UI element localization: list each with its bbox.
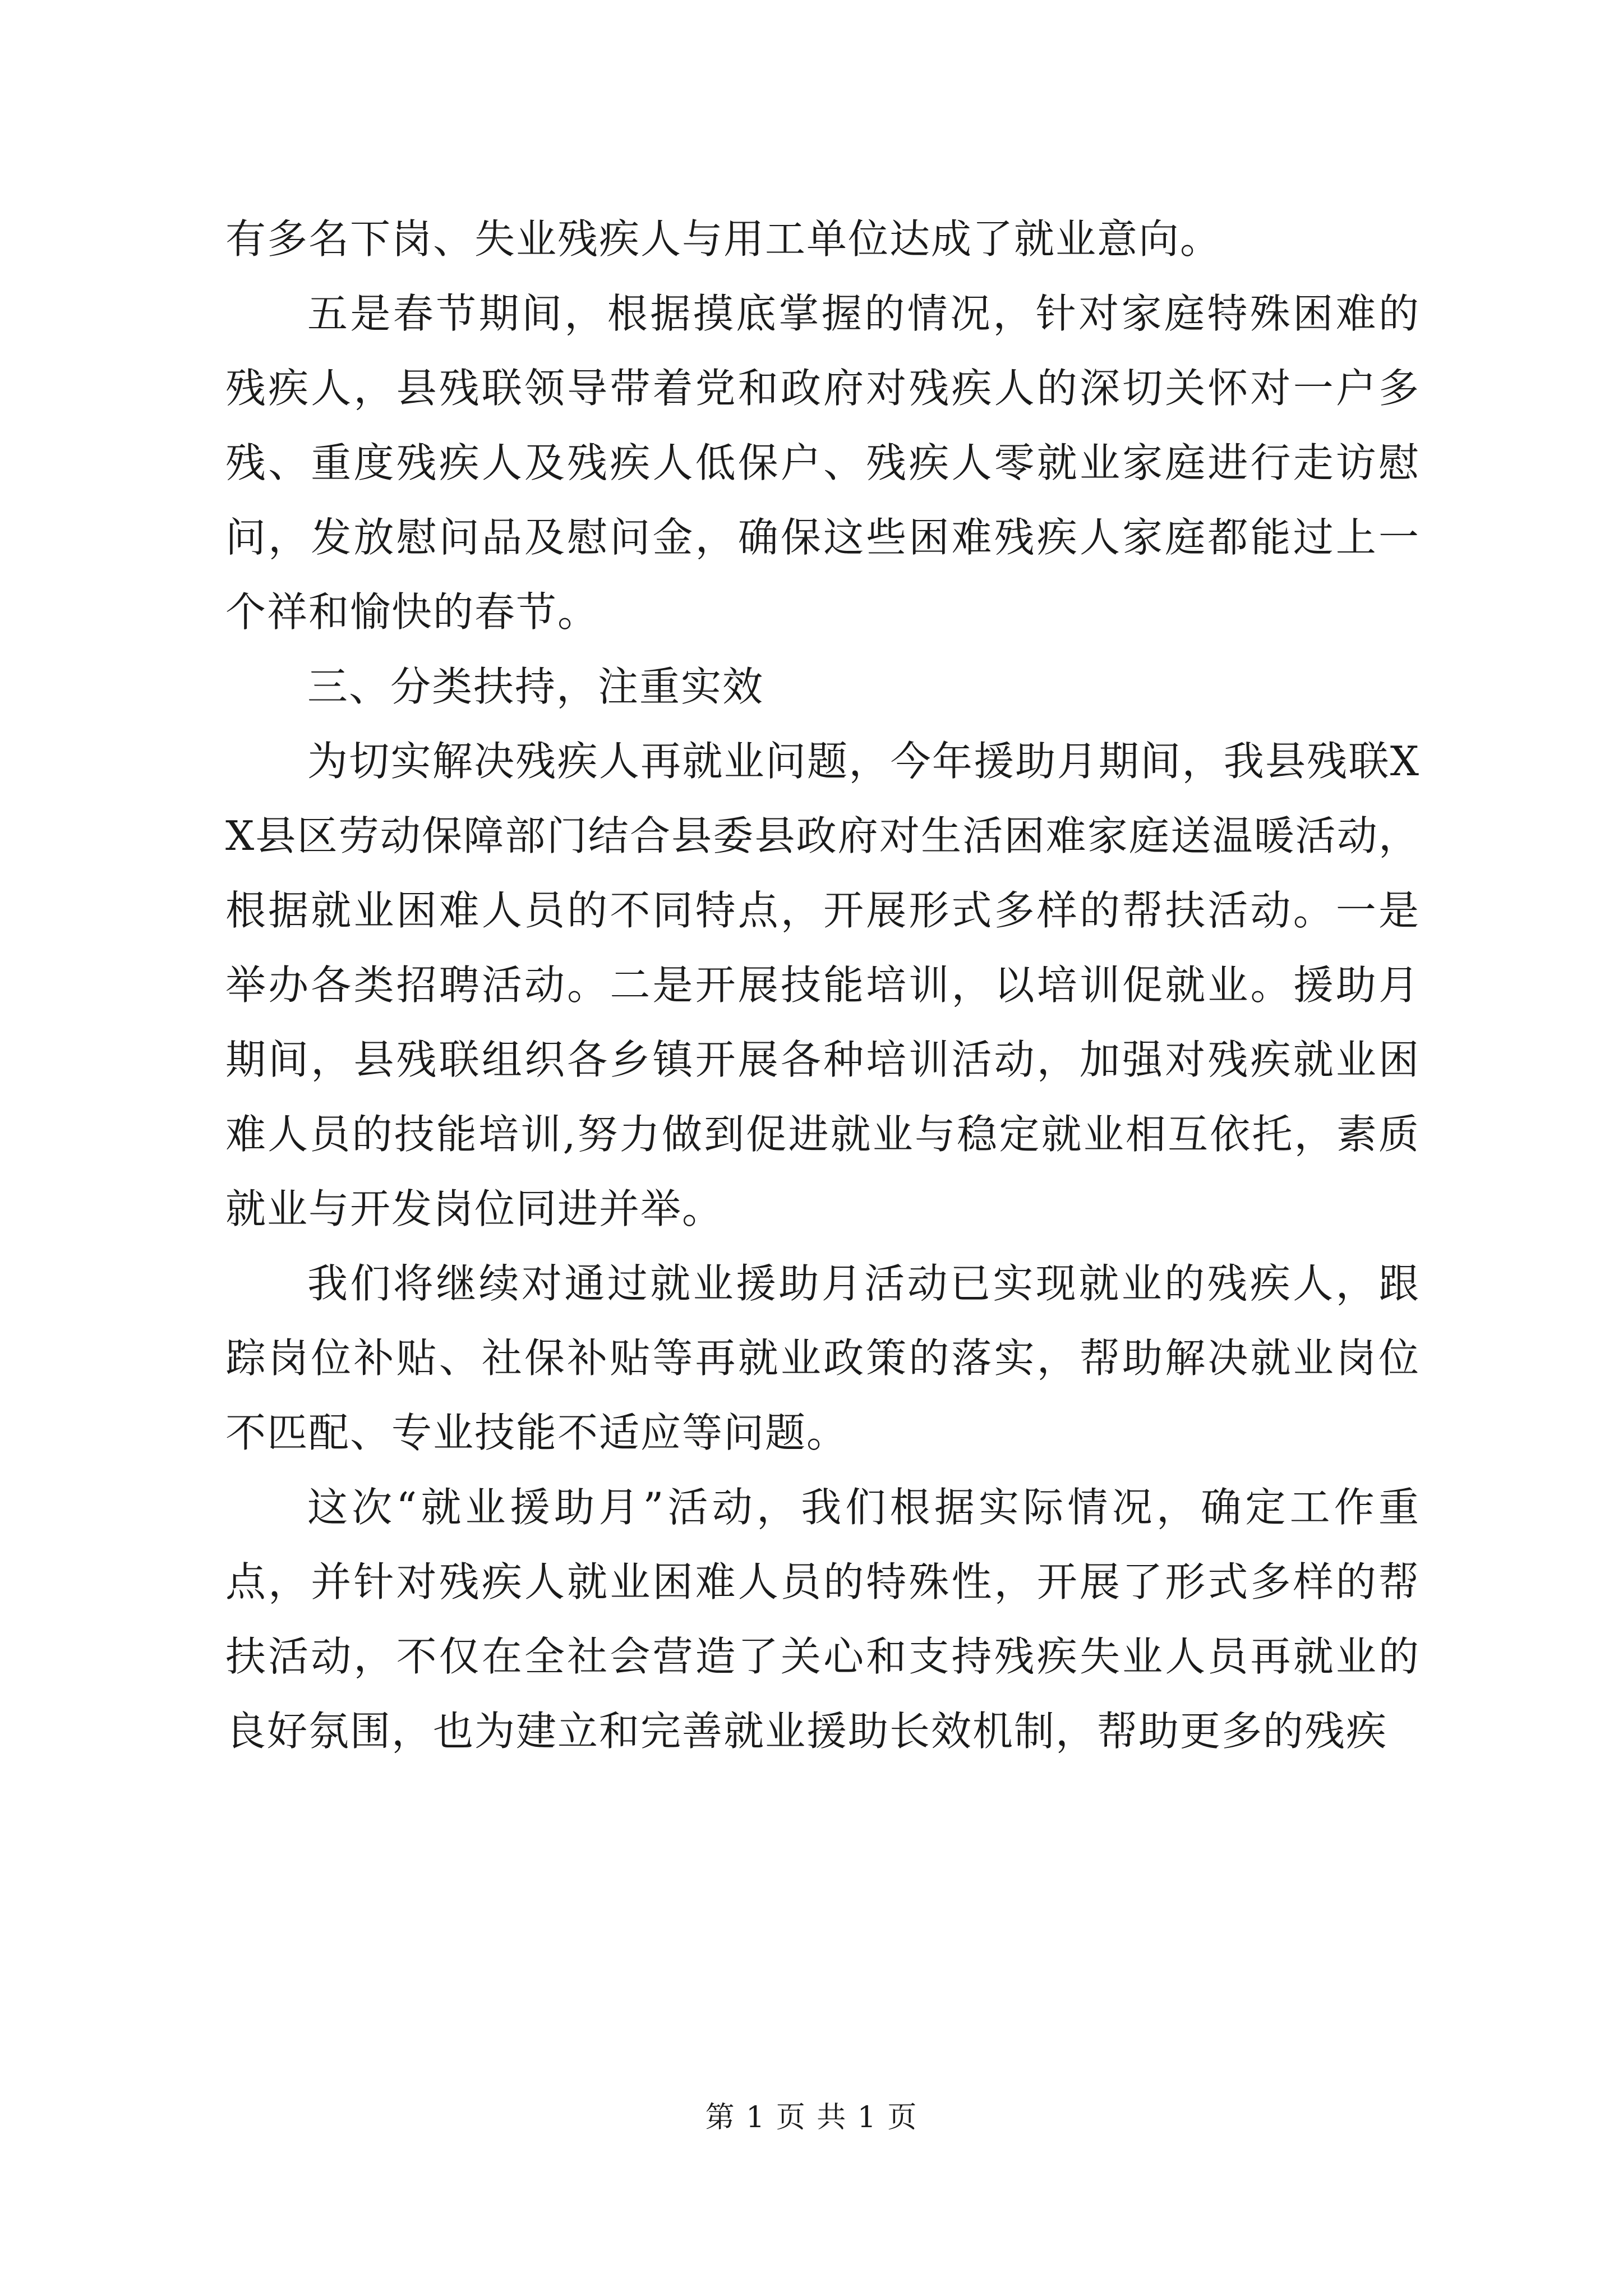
paragraph-spring-festival-visits: 五是春节期间，根据摸底掌握的情况，针对家庭特殊困难的残疾人，县残联领导带着党和政府对残疾人的深切关怀对一户多残、重度残疾人及残疾人低保户、残疾人零就业家庭进行走访慰问，发放慰问品及慰问金，确保这些困难残疾人家庭都能过上一个祥和愉快的春节。: [225, 290, 1420, 636]
document-body: [225, 202, 1420, 1769]
page-number-footer: 第 1 页 共 1 页: [705, 2101, 918, 2134]
paragraph-employment-intention: 有多名下岗、失业残疾人与用工单位达成了就业意向。: [225, 215, 1222, 263]
paragraph-reemployment-measures: 为切实解决残疾人再就业问题，今年援助月期间，我县残联XX县区劳动保障部门结合县委县政府对生活困难家庭送温暖活动，根据就业困难人员的不同特点，开展形式多样的帮扶活动。一是举办各类招聘活动。二是开展技能培训，以培训促就业。援助月期间，县残联组织各乡镇开展各种培训活动，加强对残疾就业困难人员的技能培训,努力做到促进就业与稳定就业相互依托，素质就业与开发岗位同进并举。: [225, 738, 1420, 1232]
paragraph-follow-up-policies: 我们将继续对通过就业援助月活动已实现就业的残疾人，跟踪岗位补贴、社保补贴等再就业政策的落实，帮助解决就业岗位不匹配、专业技能不适应等问题。: [225, 1260, 1420, 1456]
section-heading-classified-support: 三、分类扶持，注重实效: [307, 663, 764, 710]
paragraph-activity-summary: 这次“就业援助月”活动，我们根据实际情况，确定工作重点，并针对残疾人就业困难人员的特殊性，开展了形式多样的帮扶活动，不仅在全社会营造了关心和支持残疾失业人员再就业的良好氛围，也为建立和完善就业援助长效机制，帮助更多的残疾: [225, 1484, 1420, 1755]
